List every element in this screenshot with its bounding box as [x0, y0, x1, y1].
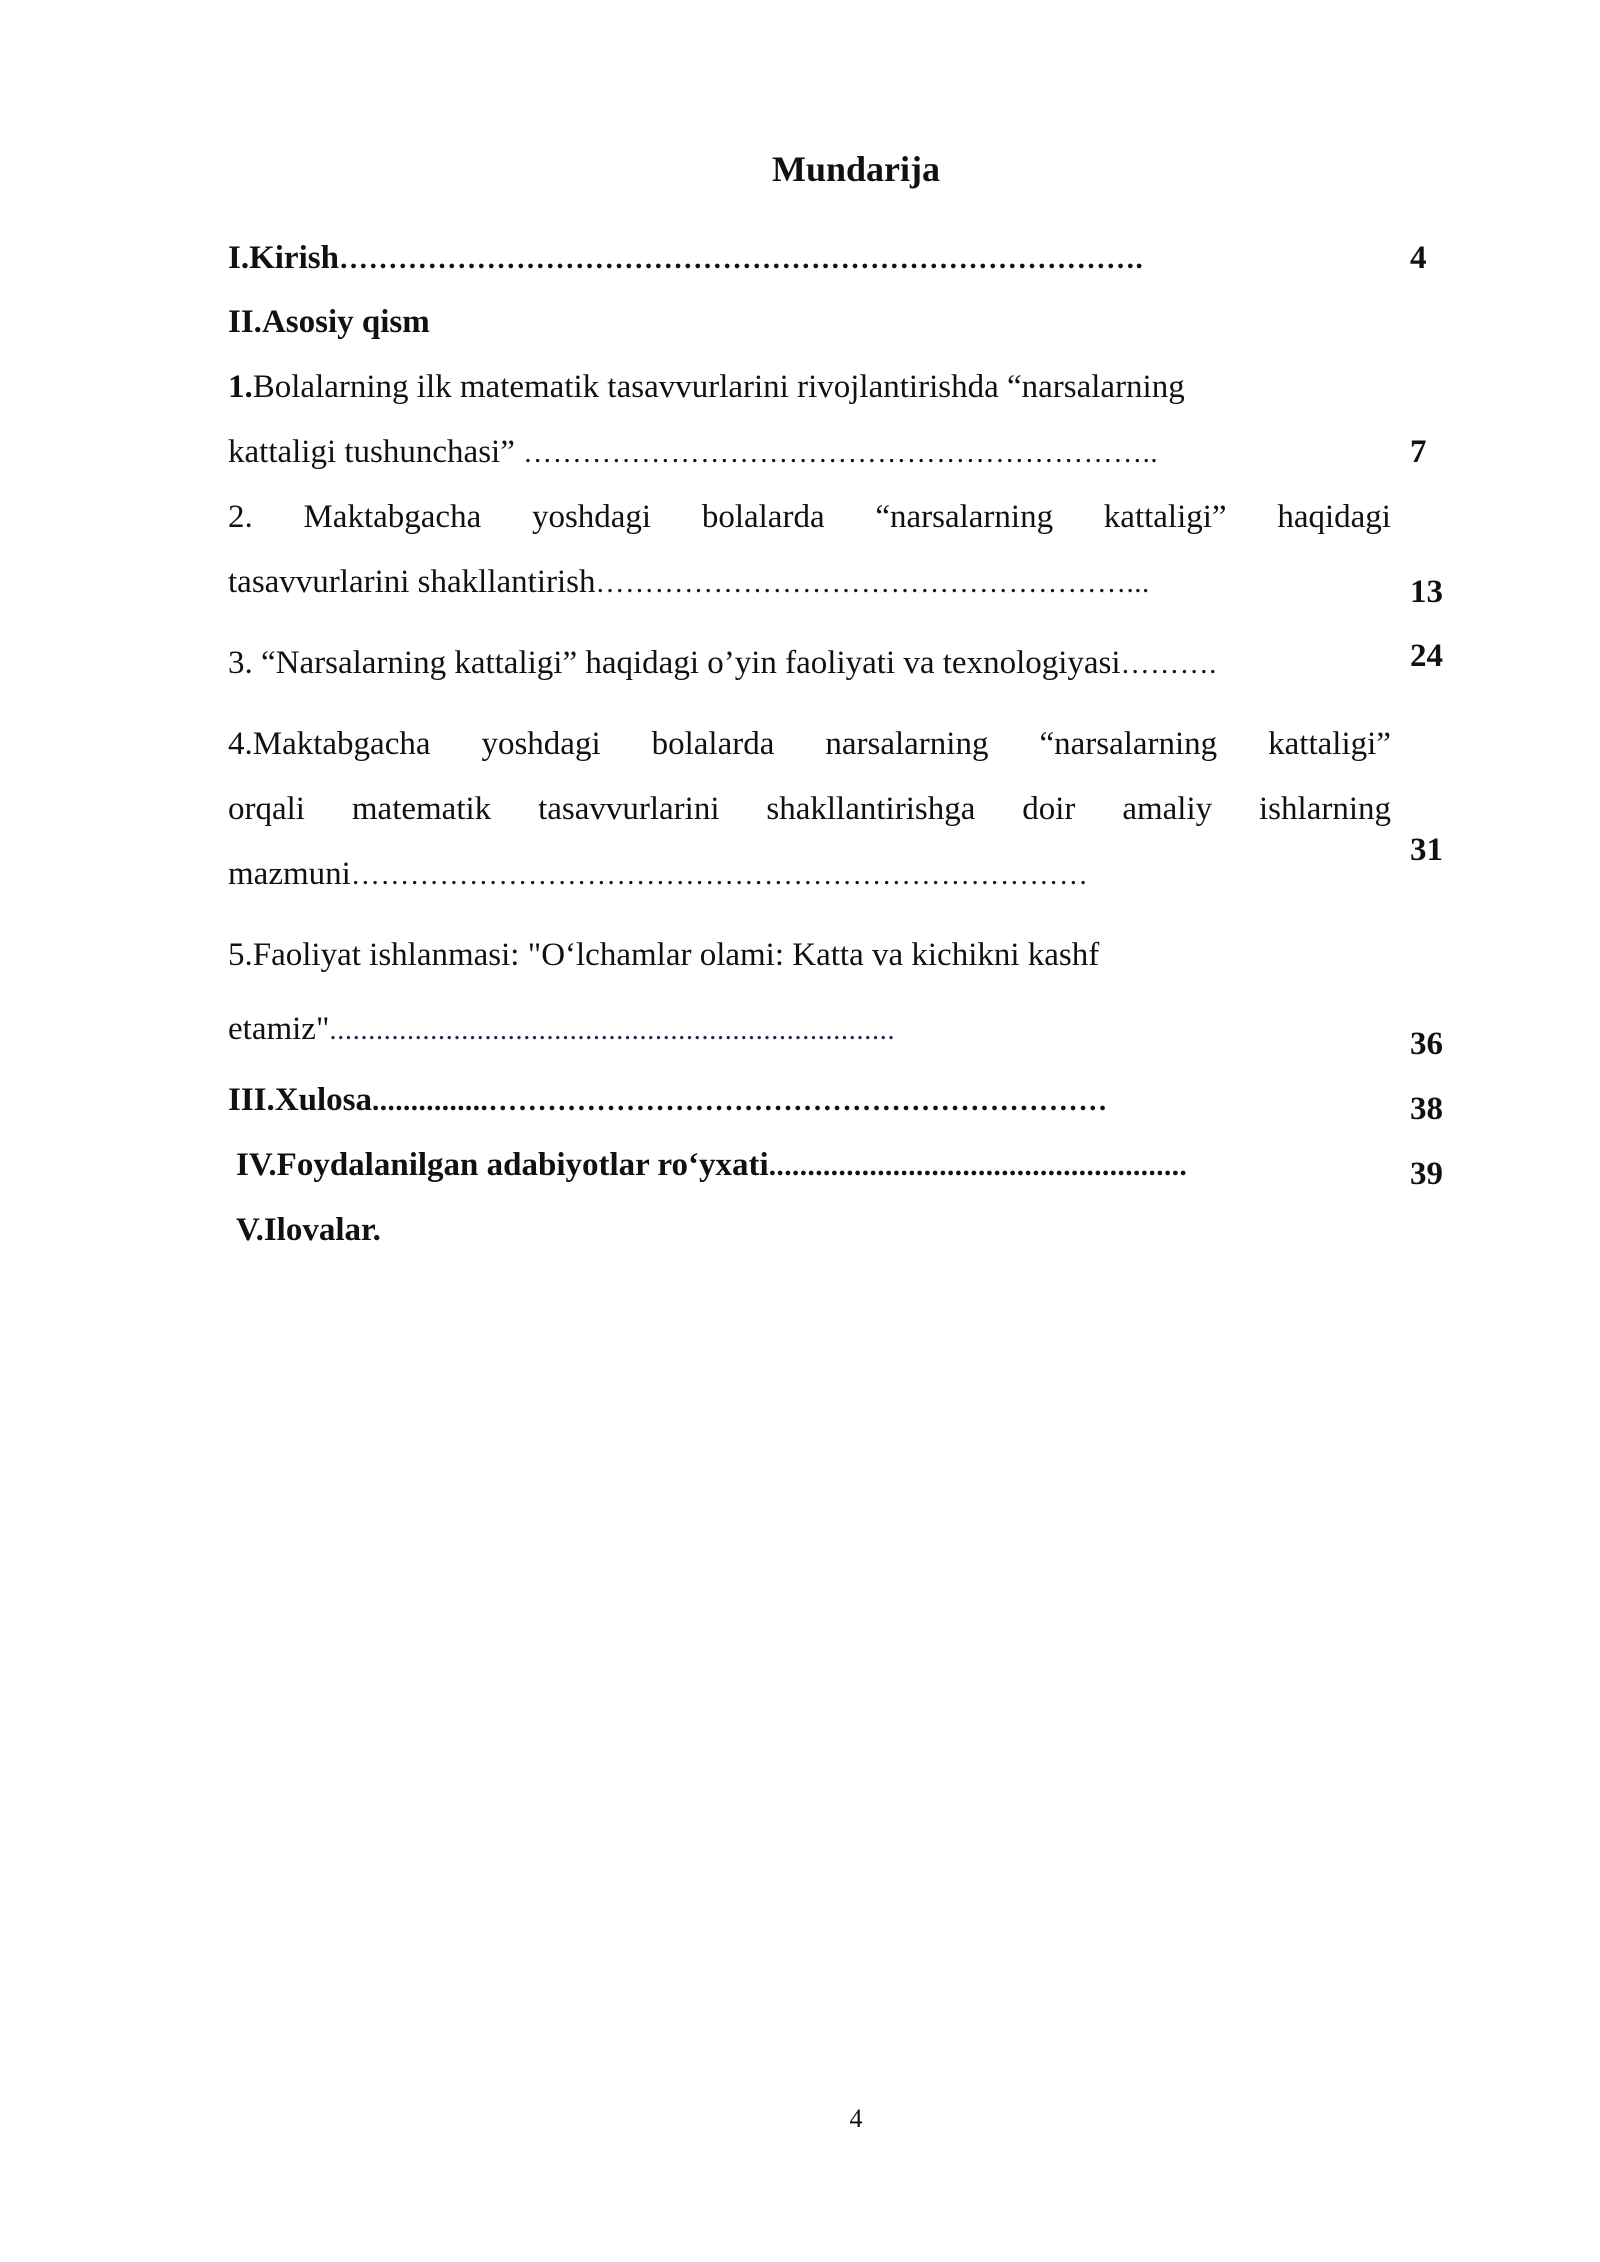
- toc-entry-adabiyotlar: IV.Foydalanilgan adabiyotlar ro‘yxati......................................................: [236, 1147, 1188, 1183]
- toc-entry-2-line1: 2. Maktabgacha yoshdagi bolalarda “narsalarning kattaligi” haqidagi: [228, 499, 1391, 535]
- toc-page-number: 38: [1410, 1091, 1443, 1127]
- toc-entry-kirish: I.Kirish……………………………………………………………………….: [228, 240, 1144, 276]
- toc-entry-2-line2: tasavvurlarini shakllantirish………………………………………………...: [228, 564, 1150, 600]
- toc-entry-4-line2: orqali matematik tasavvurlarini shakllantirishga doir amaliy ishlarning: [228, 791, 1391, 827]
- toc-page-number: 39: [1410, 1156, 1443, 1192]
- toc-entry-ilovalar: V.Ilovalar.: [236, 1212, 381, 1248]
- toc-page-number: 4: [1410, 240, 1427, 276]
- toc-entry-5-line1: 5.Faoliyat ishlanmasi: "O‘lchamlar olami: Katta va kichikni kashf: [228, 937, 1100, 973]
- toc-leader-dots: ...............………………………………………………………: [371, 1085, 1108, 1117]
- toc-entry-3: 3. “Narsalarning kattaligi” haqidagi o’yin faoliyati va texnologiyasi……….: [228, 645, 1217, 681]
- toc-entry-4-line1: 4.Maktabgacha yoshdagi bolalarda narsalarning “narsalarning kattaligi”: [228, 726, 1391, 762]
- toc-title: Mundarija: [771, 149, 940, 189]
- toc-leader-dots: ……………………………………………………………………….: [338, 243, 1144, 275]
- toc-page-number: 36: [1410, 1026, 1443, 1062]
- toc-leader-dots: .........................................................................: [329, 1014, 896, 1046]
- toc-entry-1-line2: kattaligi tushunchasi” ………………………………………………………..: [228, 434, 1159, 470]
- toc-page-number: 7: [1410, 434, 1427, 470]
- toc-leader-dots: ……….: [1120, 648, 1217, 680]
- page-footer-number: 4: [849, 2104, 863, 2133]
- toc-page-number: 24: [1410, 638, 1443, 674]
- toc-leader-dots: ......................................................: [768, 1150, 1188, 1182]
- toc-page-number: 31: [1410, 832, 1443, 868]
- toc-entry-5-line2: etamiz".........................................................................: [228, 1011, 896, 1047]
- toc-entry-asosiy-qism: II.Asosiy qism: [228, 304, 430, 340]
- toc-leader-dots: ………………………………………………………..: [523, 437, 1159, 469]
- toc-leader-dots: …………………………………………………………………: [350, 859, 1089, 891]
- toc-leader-dots: ………………………………………………...: [595, 567, 1150, 599]
- toc-entry-xulosa: III.Xulosa...............………………………………………………………: [228, 1082, 1108, 1118]
- toc-page-number: 13: [1410, 574, 1443, 610]
- toc-entry-1-line1: 1.Bolalarning ilk matematik tasavvurlarini rivojlantirishda “narsalarning: [228, 369, 1185, 405]
- toc-entry-4-line3: mazmuni…………………………………………………………………: [228, 856, 1089, 892]
